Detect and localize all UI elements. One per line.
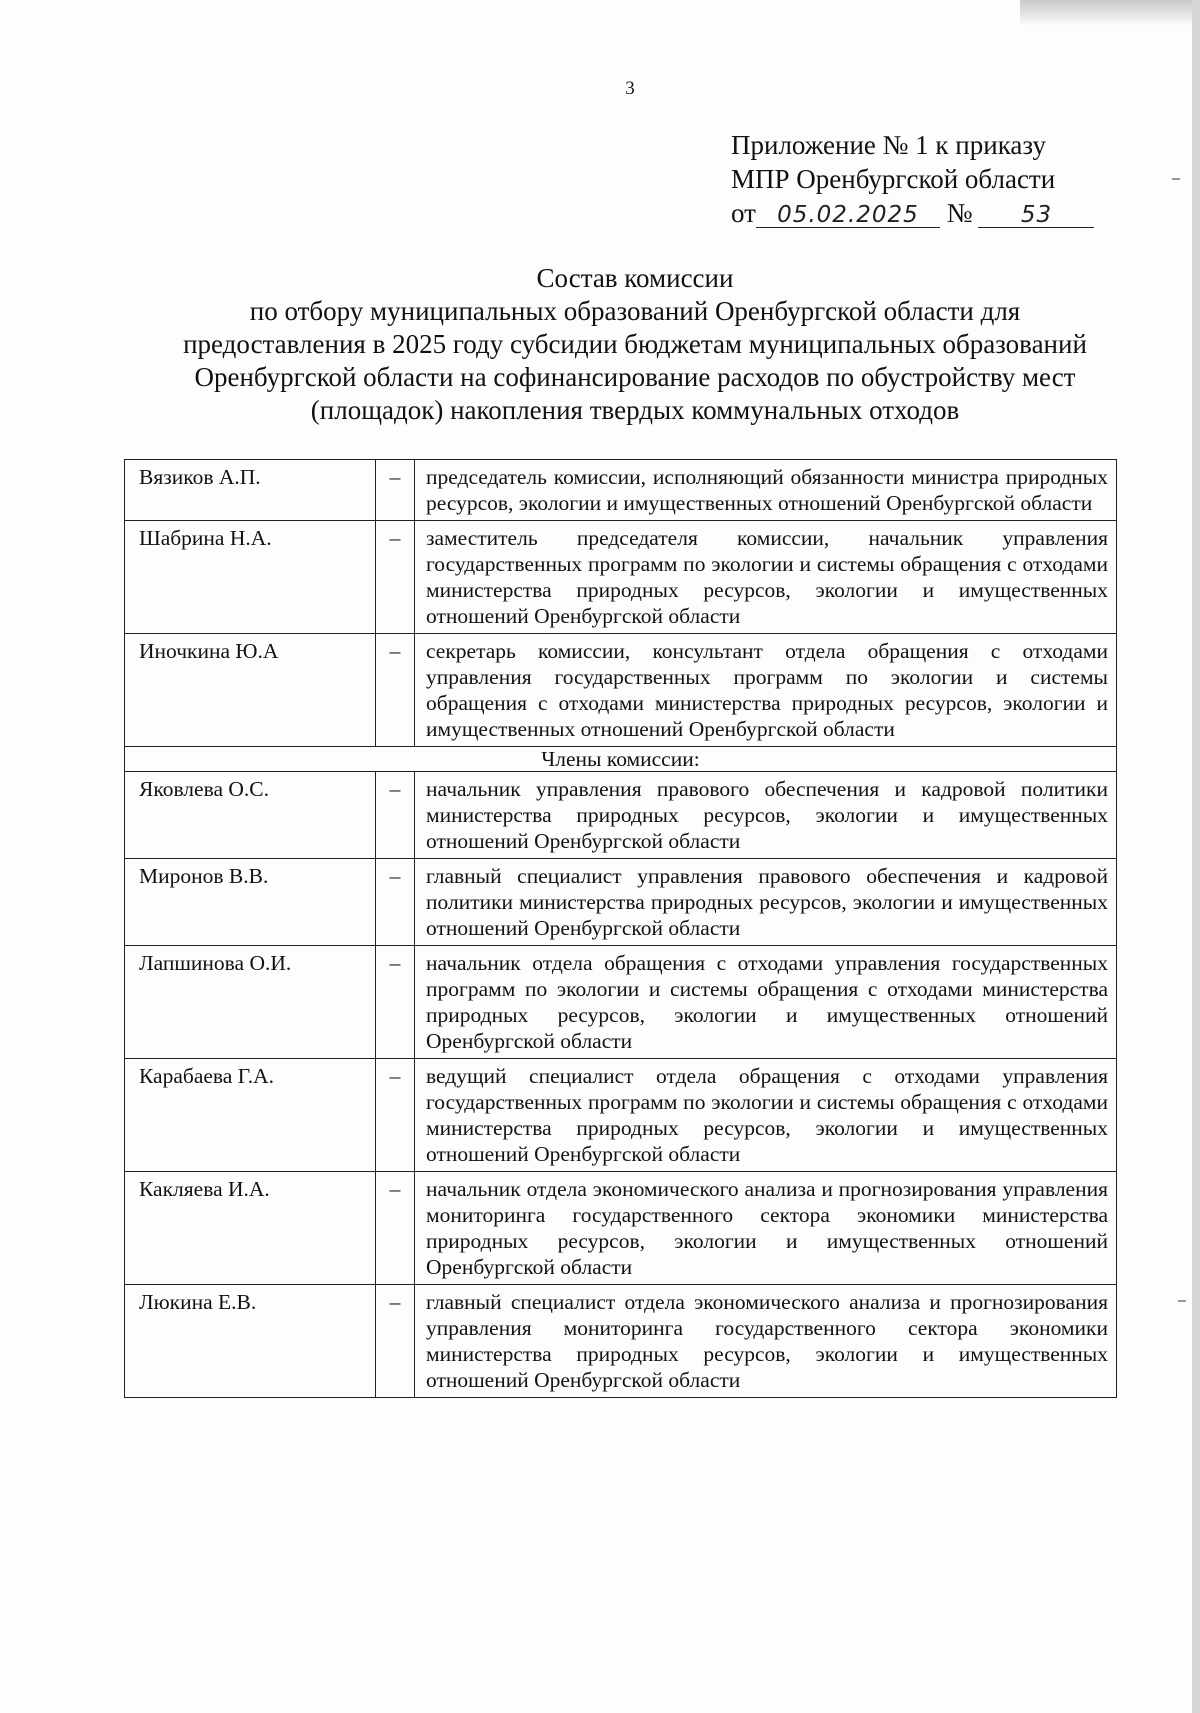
commission-table [124,459,1117,1398]
member-name: Вязиков А.П. [125,460,376,521]
page-number: 3 [625,78,635,99]
scan-mark [1178,1300,1186,1302]
member-name: Лапшинова О.И. [125,946,376,1059]
table-row [125,1285,1117,1398]
table-row [125,946,1117,1059]
handwritten-date: 05.02.2025 [756,203,940,228]
scan-mark [1172,178,1180,180]
dash-separator: – [376,772,415,859]
member-role: главный специалист управления правового обеспечения и кадровой политики министерства природных ресурсов, экологии и имущественных отношений Оренбургской области [415,859,1117,946]
member-role: секретарь комиссии, консультант отдела обращения с отходами управления государственных программ по экологии и системы обращения с отходами министерства природных ресурсов, экологии и имущественных отношений Оренбургской области [415,634,1117,747]
table-row [125,521,1117,634]
appendix-line-3 [731,196,1094,230]
members-header-row [125,747,1117,772]
number-label: № [946,198,973,228]
table-row [125,859,1117,946]
member-name: Яковлева О.С. [125,772,376,859]
table-row [125,1172,1117,1285]
member-name: Какляева И.А. [125,1172,376,1285]
member-name: Шабрина Н.А. [125,521,376,634]
title-line-5: (площадок) накопления твердых коммунальных отходов [310,395,960,425]
member-name: Иночкина Ю.А [125,634,376,747]
member-role: председатель комиссии, исполняющий обязанности министра природных ресурсов, экологии и имущественных отношений Оренбургской области [415,460,1117,521]
member-role: начальник отдела экономического анализа и прогнозирования управления мониторинга государственного сектора экономики министерства природных ресурсов, экологии и имущественных отношений Оренбургской области [415,1172,1117,1285]
members-header: Члены комиссии: [125,747,1117,772]
scan-edge-right [1192,0,1200,1713]
member-role: главный специалист отдела экономического анализа и прогнозирования управления мониторинга государственного сектора экономики министерства природных ресурсов, экологии и имущественных отношений Оренбургской области [415,1285,1117,1398]
appendix-line-2: МПР Оренбургской области [731,164,1056,194]
member-name: Люкина Е.В. [125,1285,376,1398]
handwritten-number: 53 [978,203,1094,228]
appendix-header [731,128,1094,230]
dash-separator: – [376,1172,415,1285]
member-role: начальник управления правового обеспечения и кадровой политики министерства природных ресурсов, экологии и имущественных отношений Оренбургской области [415,772,1117,859]
dash-separator: – [376,1285,415,1398]
title-line-4: Оренбургской области на софинансирование расходов по обустройству мест [194,362,1076,392]
table-row [125,1059,1117,1172]
table-row [125,772,1117,859]
table-row [125,460,1117,521]
member-role: заместитель председателя комиссии, начальник управления государственных программ по экологии и системы обращения с отходами министерства природных ресурсов, экологии и имущественных отношений Оренбургской области [415,521,1117,634]
dash-separator: – [376,946,415,1059]
title-line-1: Состав комиссии [536,263,734,293]
dash-separator: – [376,521,415,634]
dash-separator: – [376,859,415,946]
table-row [125,634,1117,747]
dash-separator: – [376,634,415,747]
member-role: ведущий специалист отдела обращения с отходами управления государственных программ по экологии и системы обращения с отходами министерства природных ресурсов, экологии и имущественных отношений Оренбургской области [415,1059,1117,1172]
from-label: от [731,198,756,228]
appendix-line-1: Приложение № 1 к приказу [731,130,1046,160]
dash-separator: – [376,460,415,521]
member-name: Миронов В.В. [125,859,376,946]
scan-edge-top [1020,0,1200,26]
dash-separator: – [376,1059,415,1172]
member-role: начальник отдела обращения с отходами управления государственных программ по экологии и системы обращения с отходами министерства природных ресурсов, экологии и имущественных отношений Оренбургской области [415,946,1117,1059]
document-title [60,262,1200,427]
member-name: Карабаева Г.А. [125,1059,376,1172]
title-line-2: по отбору муниципальных образований Оренбургской области для [249,296,1021,326]
title-line-3: предоставления в 2025 году субсидии бюджетам муниципальных образований [183,329,1087,359]
